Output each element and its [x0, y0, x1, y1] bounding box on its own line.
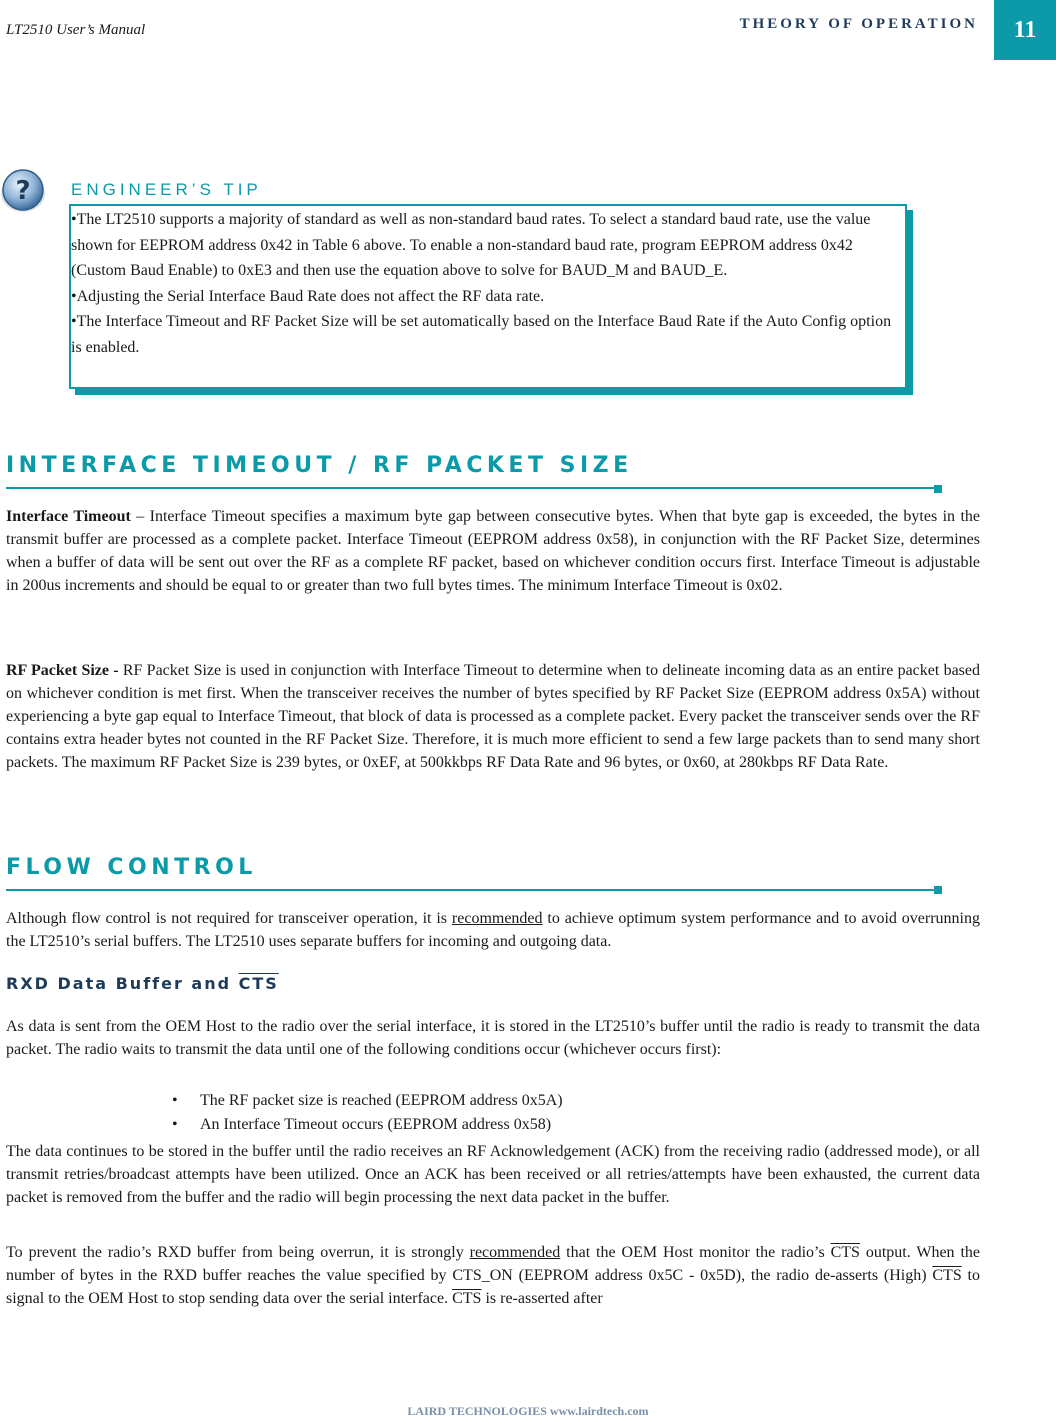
term-label: Interface Timeout: [6, 508, 131, 525]
paragraph-text: RF Packet Size is used in conjunction with Interface Timeout to determine when to delineate incoming data as an entire packet based on whichever condition is met first. When the transceiver receives the number of bytes specified by RF Packet Size (EEPROM address 0x5A) without experiencing a byte gap equal to Interface Timeout, that block of data is processed as a complete packet. Every packet the transceiver sends over the RF contains extra header bytes not counted in the RF Packet Size. Therefore, it is much more efficient to send a few large packets than to send many short packets. The maximum RF Packet Size is 239 bytes, or 0xEF, at 500kkbps RF Data Rate and 96 bytes, or 0x60, at 280kbps RF Data Rate.: [6, 662, 981, 771]
rf-packet-size-paragraph: [6, 659, 980, 774]
cts-signal-label: $\overline{CTS}$: [932, 1267, 962, 1284]
cts-signal-label: $\overline{CTS}$: [238, 974, 279, 993]
paragraph-text: – Interface Timeout specifies a maximum byte gap between consecutive bytes. When that byte gap is exceeded, the bytes in the transmit buffer are processed as a complete packet. Interface Timeout (EEPROM address 0x58), in conjunction with the RF Packet Size, determines when a buffer of data will be sent out over the RF as a complete RF packet, based on whichever condition occurs first. Interface Timeout is adjustable in 200us increments and should be equal to or greater than two full bytes times. The minimum Interface Timeout is 0x02.: [6, 508, 981, 594]
tip-line: •The Interface Timeout and RF Packet Size will be set automatically based on the Interface Baud Rate if the Auto Config option is enabled.: [71, 313, 892, 356]
tip-line: •The LT2510 supports a majority of standard as well as non-standard baud rates. To select a standard baud rate, use the value shown for EEPROM address 0x42 in Table 6 above. To enable a non-standard baud rate, program EEPROM address 0x42 (Custom Baud Enable) to 0xE3 and then use the equation above to solve for BAUD_M and BAUD_E.: [71, 211, 871, 279]
subheading-text: RXD Data Buffer and: [6, 974, 239, 993]
tip-title: ENGINEER’S TIP: [71, 180, 262, 199]
paragraph-text: that the OEM Host monitor the radio’s: [560, 1244, 831, 1261]
cts-signal-label: $\overline{CTS}$: [452, 1290, 482, 1307]
subheading-rxd-buffer: [6, 974, 279, 993]
bullet-icon: •: [172, 1092, 178, 1109]
emphasis-underline: recommended: [451, 910, 543, 927]
paragraph-text: to achieve optimum system performance and to avoid overrunning the LT2510’s serial buffers. The LT2510 uses separate buffers for incoming and outgoing data.: [6, 910, 981, 950]
chapter-title: THEORY OF OPERATION: [739, 16, 978, 32]
paragraph-text: output. When the number of bytes in the RXD buffer reaches the value specified by CTS_ON (EEPROM address 0x5C - 0x5D), the radio de-asserts (High): [6, 1244, 981, 1284]
paragraph-text: is re-asserted after: [481, 1290, 603, 1307]
manual-title: LT2510 User’s Manual: [6, 22, 146, 38]
svg-text:?: ?: [15, 176, 31, 206]
list-item: [172, 1116, 551, 1134]
rule-end-marker: [934, 886, 942, 894]
list-item-text: An Interface Timeout occurs (EEPROM address 0x58): [200, 1116, 552, 1133]
tip-line: •Adjusting the Serial Interface Baud Rate does not affect the RF data rate.: [71, 287, 545, 305]
ack-paragraph: The data continues to be stored in the buffer until the radio receives an RF Acknowledgement (ACK) from the receiving radio (addressed mode), or all transmit retries/broadcast attempts have been utilized. Once an ACK has been received or all retries/attempts have been exhausted, the current data packet is removed from the buffer and the radio will begin processing the next data packet in the buffer.: [6, 1143, 980, 1206]
question-mark-icon: [0, 168, 46, 214]
paragraph-text: To prevent the radio’s RXD buffer from being overrun, it is strongly: [6, 1244, 470, 1261]
paragraph-text: Although flow control is not required for transceiver operation, it is: [6, 910, 452, 927]
footer: LAIRD TECHNOLOGIES www.lairdtech.com: [407, 1404, 649, 1418]
interface-timeout-paragraph: [6, 505, 980, 597]
section-rule: [6, 487, 936, 489]
cts-signal-label: $\overline{CTS}$: [830, 1244, 860, 1261]
rxd-buffer-paragraph: As data is sent from the OEM Host to the radio over the serial interface, it is stored in the LT2510’s buffer until the radio is ready to transmit the data packet. The radio waits to transmit the data until one of the following conditions occur (whichever occurs first):: [6, 1018, 980, 1058]
page-number: 11: [994, 0, 1056, 60]
section-heading-flow-control: FLOW CONTROL: [6, 855, 257, 880]
flow-control-intro: [6, 907, 980, 953]
section-heading-interface-timeout: INTERFACE TIMEOUT / RF PACKET SIZE: [6, 453, 633, 478]
term-label: RF Packet Size -: [6, 662, 119, 679]
bullet-icon: •: [172, 1116, 178, 1133]
tip-box: [69, 204, 907, 389]
cts-paragraph: [6, 1241, 980, 1310]
list-item-text: The RF packet size is reached (EEPROM address 0x5A): [200, 1092, 563, 1109]
paragraph-text: to signal to the OEM Host to stop sending data over the serial interface.: [6, 1267, 980, 1307]
section-rule: [6, 889, 936, 891]
emphasis-underline: recommended: [469, 1244, 561, 1261]
rule-end-marker: [934, 485, 942, 493]
list-item: [172, 1092, 563, 1110]
